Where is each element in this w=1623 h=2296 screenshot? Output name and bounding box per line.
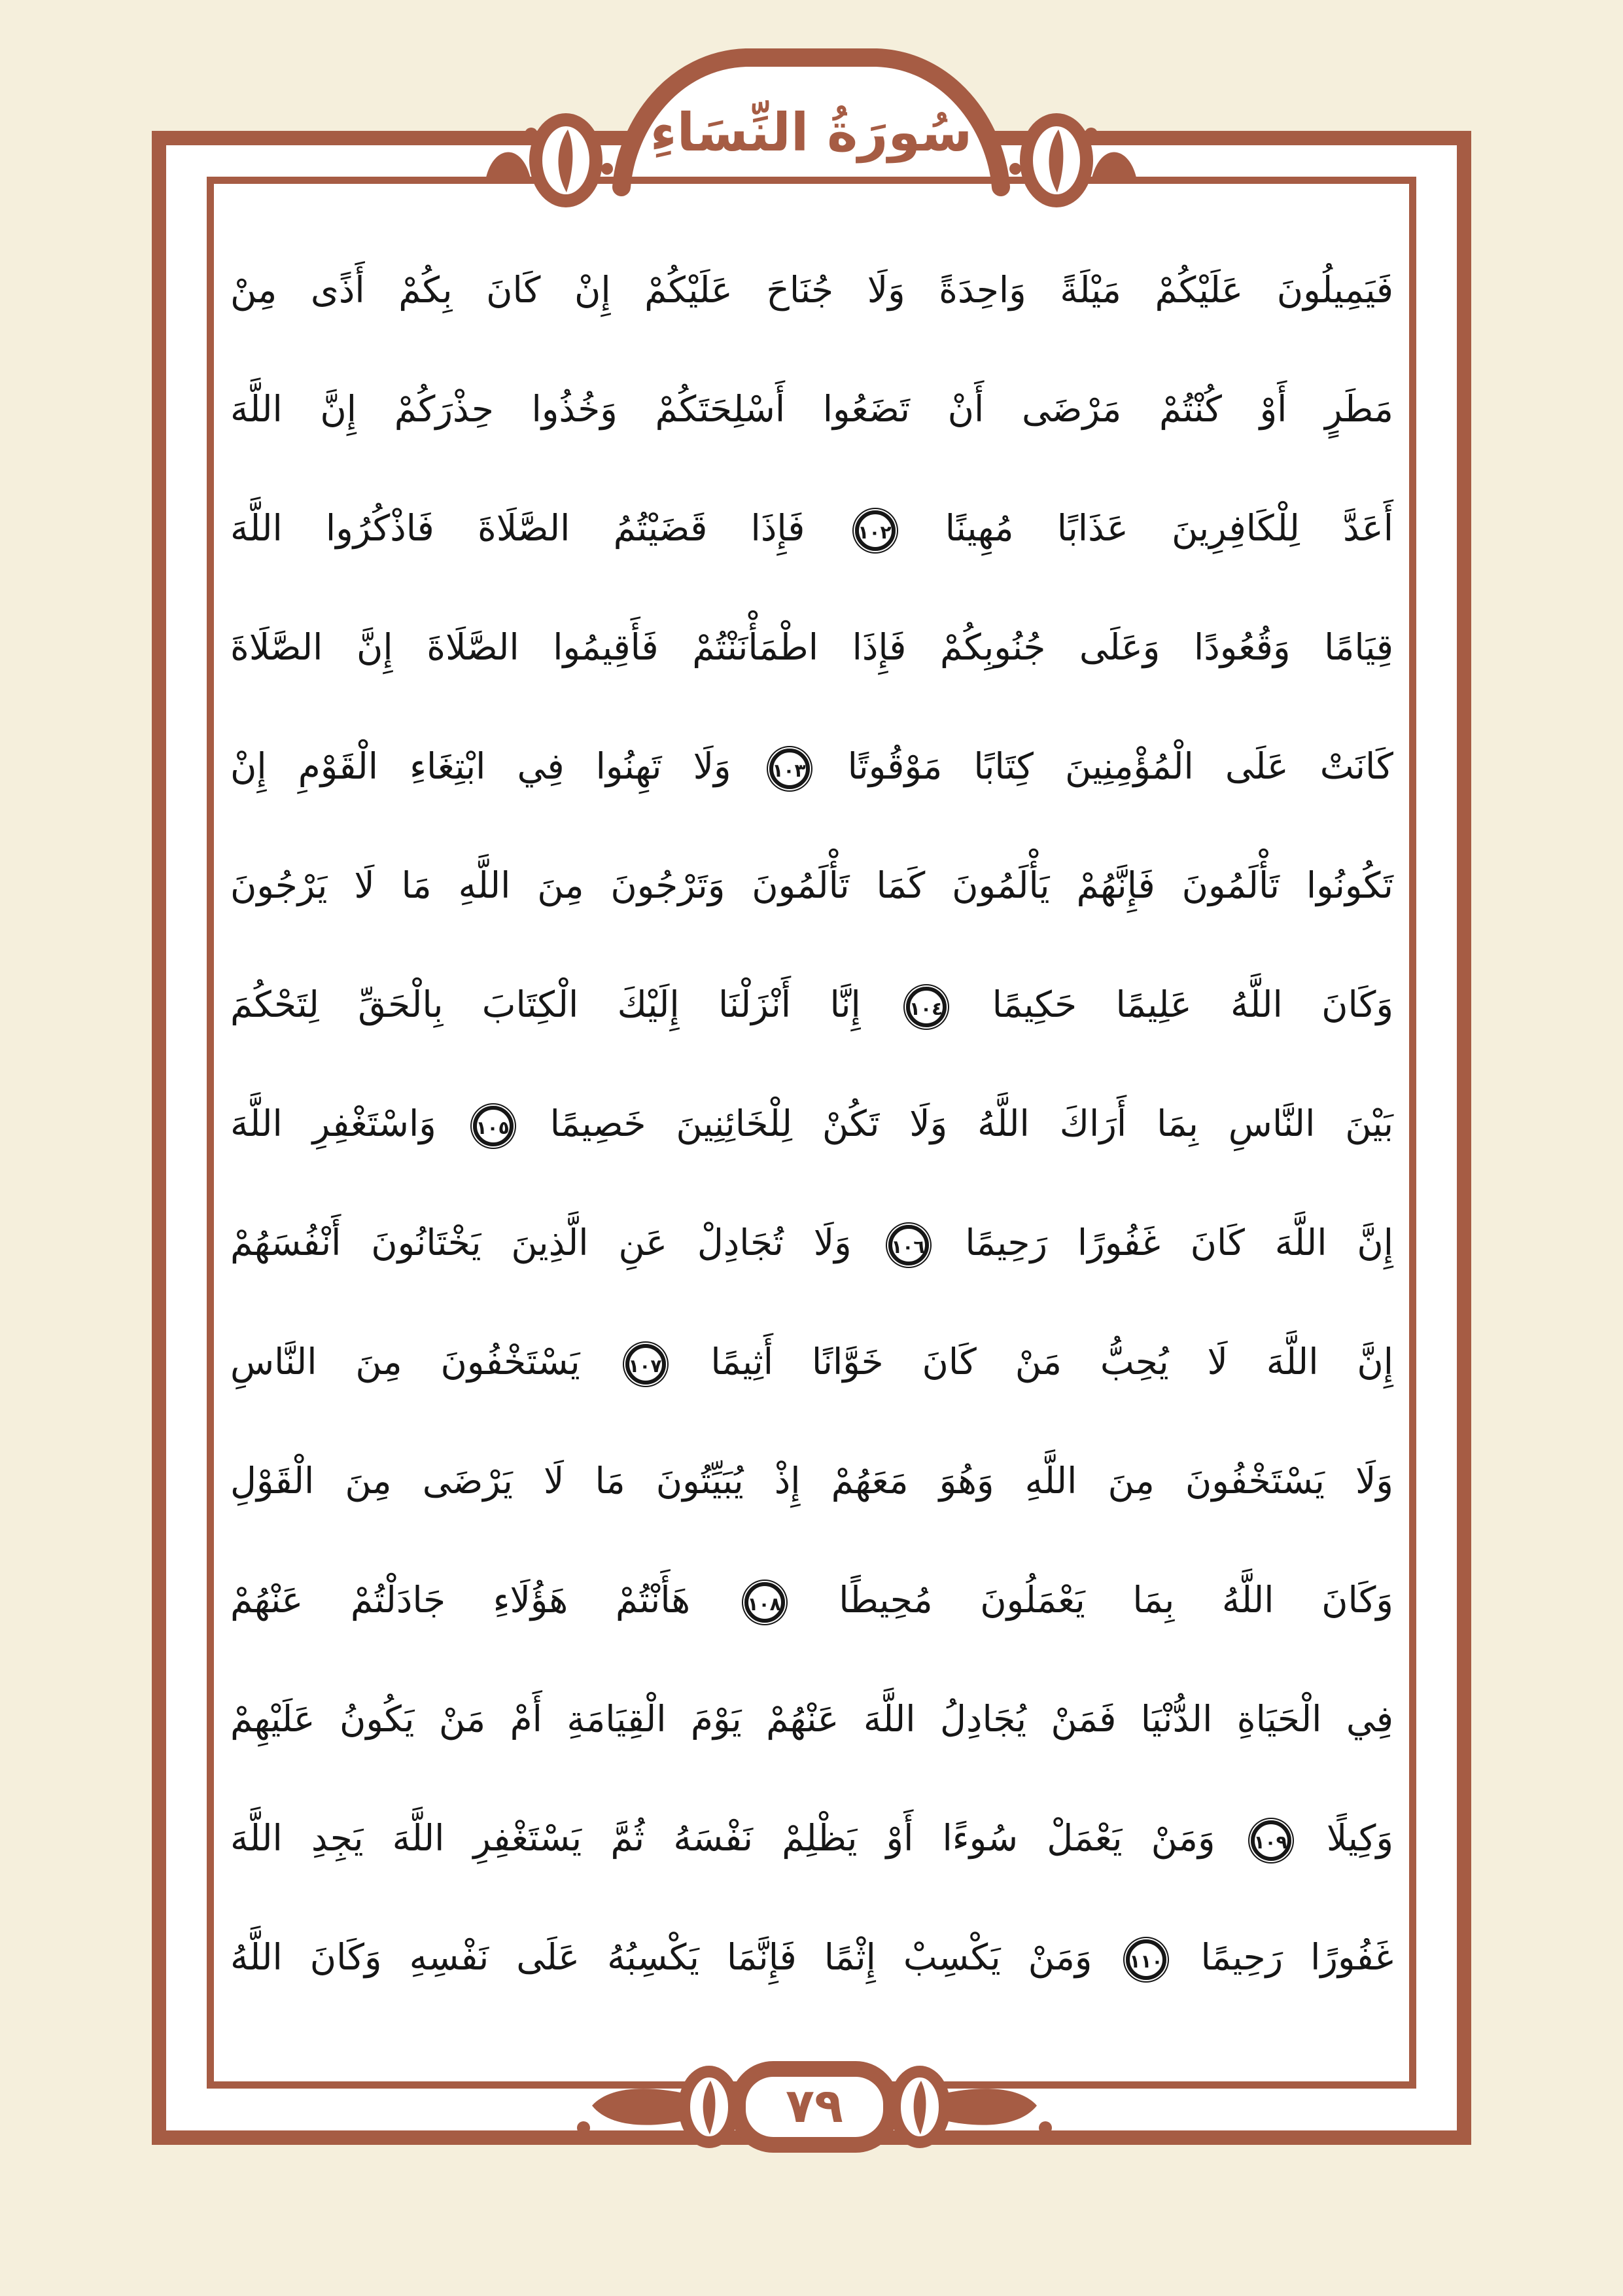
dot-left2-icon (601, 163, 613, 175)
quran-line-9 (230, 1183, 1393, 1302)
ayah-text: وَكَانَ اللَّهُ بِمَا يَعْمَلُونَ مُحِيطًا (839, 1579, 1393, 1621)
quran-line-5 (230, 707, 1393, 826)
ayah-text: إِنَّ اللَّهَ لَا يُحِبُّ مَنْ كَانَ خَوَّانًا أَثِيمًا (710, 1341, 1393, 1383)
ayah-marker: ١٠٣ (769, 749, 810, 789)
quran-line-6 (230, 826, 1393, 945)
ayah-marker: ١٠٤ (906, 987, 947, 1027)
wing-left-icon (592, 2089, 687, 2125)
wing-dot-left-icon (577, 2121, 590, 2134)
ayah-text: فَيَمِيلُونَ عَلَيْكُمْ مَيْلَةً وَاحِدَةً وَلَا جُنَاحَ عَلَيْكُمْ إِنْ كَانَ بِكُمْ أَذًى مِنْ (230, 269, 1393, 311)
ayah-text: وَكَانَ اللَّهُ عَلِيمًا حَكِيمًا (992, 983, 1394, 1025)
quran-line-7 (230, 945, 1393, 1064)
ayah-text: مَطَرٍ أَوْ كُنْتُمْ مَرْضَى أَنْ تَضَعُوا أَسْلِحَتَكُمْ وَخُذُوا حِذْرَكُمْ إِنَّ اللَّهَ (230, 388, 1393, 430)
ayah-text: أَعَدَّ لِلْكَافِرِينَ عَذَابًا مُهِينًا (945, 507, 1394, 549)
ayah-text: تَكُونُوا تَأْلَمُونَ فَإِنَّهُمْ يَأْلَمُونَ كَمَا تَأْلَمُونَ وَتَرْجُونَ مِنَ اللَّهِ مَا لَا يَرْجُونَ (230, 864, 1393, 906)
ayah-marker: ١١٠ (1126, 1939, 1166, 1980)
wing-dot-right-icon (1039, 2121, 1052, 2134)
ayah-text: إِنَّا أَنْزَلْنَا إِلَيْكَ الْكِتَابَ بِالْحَقِّ لِتَحْكُمَ (230, 983, 861, 1025)
leaf-right-icon (1091, 152, 1137, 181)
dot-left-icon (525, 128, 538, 141)
ayah-text: فِي الْحَيَاةِ الدُّنْيَا فَمَنْ يُجَادِلُ اللَّهَ عَنْهُمْ يَوْمَ الْقِيَامَةِ أَمْ مَنْ يَكُونُ عَلَيْهِمْ (230, 1698, 1393, 1740)
ayah-marker: ١٠٧ (625, 1344, 666, 1385)
surah-title: سُورَةُ النِّسَاءِ (650, 102, 973, 163)
quran-line-13 (230, 1659, 1393, 1778)
ayah-text: إِنَّ اللَّهَ كَانَ غَفُورًا رَحِيمًا (965, 1222, 1394, 1263)
ayah-text: وَمَنْ يَعْمَلْ سُوءًا أَوْ يَظْلِمْ نَفْسَهُ ثُمَّ يَسْتَغْفِرِ اللَّهَ يَجِدِ اللَّهَ (230, 1817, 1215, 1859)
ayah-text: بَيْنَ النَّاسِ بِمَا أَرَاكَ اللَّهُ وَلَا تَكُنْ لِلْخَائِنِينَ خَصِيمًا (550, 1103, 1394, 1144)
quran-line-11 (230, 1421, 1393, 1540)
quran-line-15 (230, 1898, 1393, 2017)
quran-line-14 (230, 1778, 1393, 1898)
quran-line-1 (230, 230, 1393, 349)
quran-line-12 (230, 1540, 1393, 1659)
ayah-text: وَلَا تَهِنُوا فِي ابْتِغَاءِ الْقَوْمِ إِنْ (230, 745, 731, 787)
quran-line-8 (230, 1064, 1393, 1183)
ayah-text: هَأَنْتُمْ هَؤُلَاءِ جَادَلْتُمْ عَنْهُمْ (230, 1579, 691, 1621)
ayah-text: وَكِيلًا (1326, 1817, 1394, 1859)
ayah-marker: ١٠٥ (473, 1106, 514, 1146)
quran-line-10 (230, 1302, 1393, 1421)
ayah-text: يَسْتَخْفُونَ مِنَ النَّاسِ (230, 1341, 580, 1383)
ayah-text: فَإِذَا قَضَيْتُمُ الصَّلَاةَ فَاذْكُرُوا اللَّهَ (230, 507, 805, 549)
wing-right-icon (942, 2089, 1037, 2125)
dot-right-icon (1085, 128, 1098, 141)
page-number: ٧٩ (786, 2078, 843, 2133)
ayah-text: وَاسْتَغْفِرِ اللَّهَ (230, 1103, 436, 1144)
ayah-marker: ١٠٨ (744, 1582, 785, 1623)
leaf-left-icon (485, 152, 531, 181)
quran-line-4 (230, 588, 1393, 707)
ayah-text: كَانَتْ عَلَى الْمُؤْمِنِينَ كِتَابًا مَوْقُوتًا (847, 745, 1393, 787)
ayah-marker: ١٠٩ (1251, 1820, 1291, 1861)
quran-text-block (230, 230, 1393, 2017)
dot-right2-icon (1009, 163, 1021, 175)
ayah-text: وَمَنْ يَكْسِبْ إِثْمًا فَإِنَّمَا يَكْسِبُهُ عَلَى نَفْسِهِ وَكَانَ اللَّهُ (230, 1936, 1092, 1978)
ayah-marker: ١٠٦ (888, 1225, 929, 1265)
ayah-text: وَلَا يَسْتَخْفُونَ مِنَ اللَّهِ وَهُوَ مَعَهُمْ إِذْ يُبَيِّتُونَ مَا لَا يَرْضَى مِنَ الْقَوْلِ (230, 1460, 1393, 1502)
quran-line-2 (230, 349, 1393, 468)
ayah-text: وَلَا تُجَادِلْ عَنِ الَّذِينَ يَخْتَانُونَ أَنْفُسَهُمْ (230, 1222, 852, 1263)
ayah-text: قِيَامًا وَقُعُودًا وَعَلَى جُنُوبِكُمْ فَإِذَا اطْمَأْنَنْتُمْ فَأَقِيمُوا الصَّلَاةَ إِنَّ الصَّلَاةَ (230, 626, 1393, 668)
ayah-text: غَفُورًا رَحِيمًا (1200, 1936, 1393, 1978)
ayah-marker: ١٠٢ (855, 510, 896, 551)
quran-line-3 (230, 468, 1393, 588)
